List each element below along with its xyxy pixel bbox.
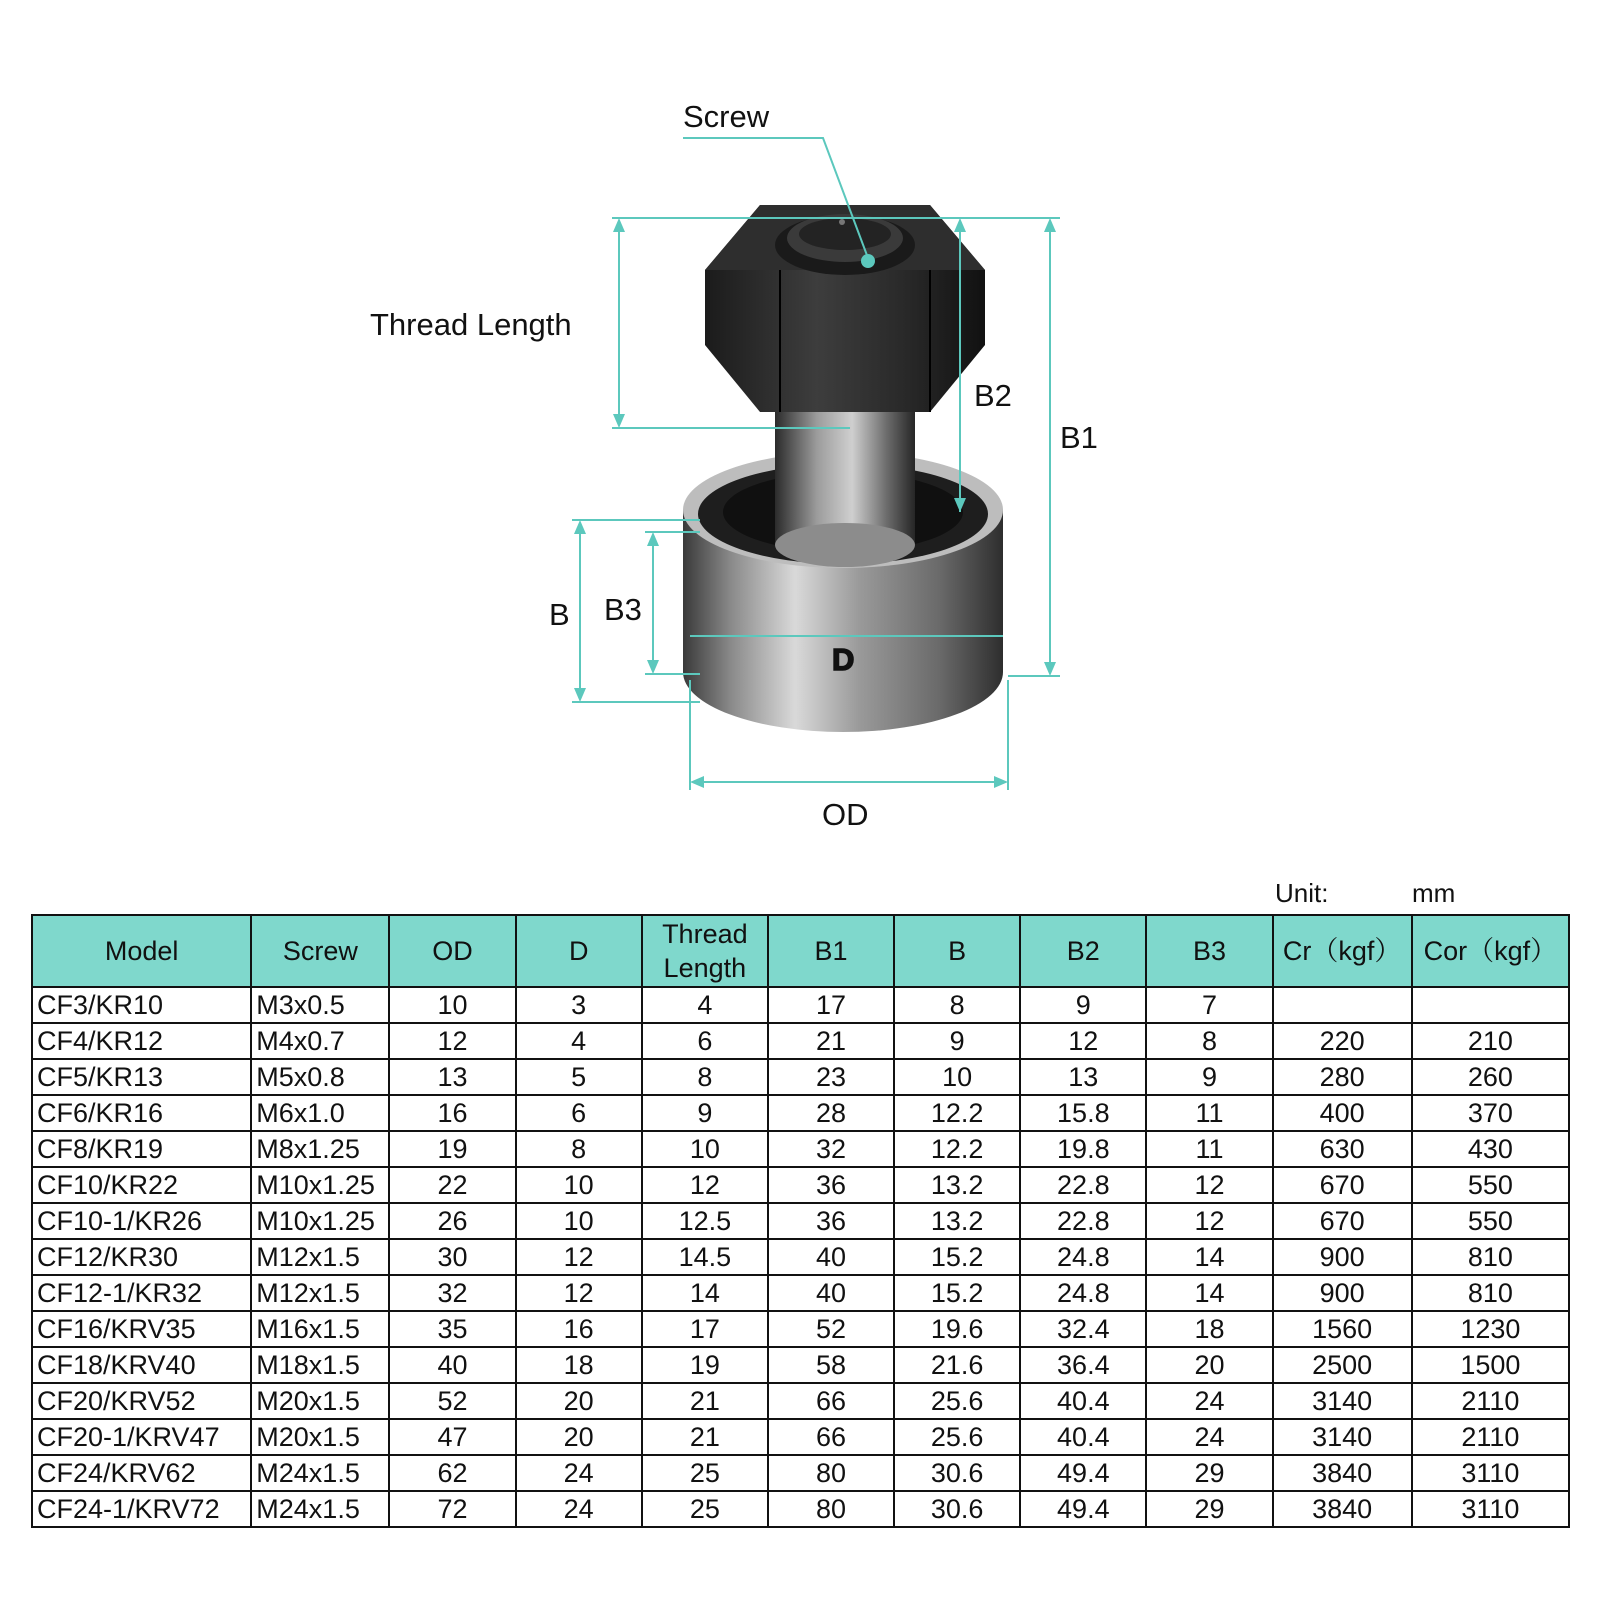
- table-cell: 24: [1146, 1419, 1272, 1455]
- table-row: [32, 1023, 1569, 1059]
- unit-label: Unit:: [1275, 878, 1329, 908]
- table-cell: CF18/KRV40: [32, 1347, 251, 1383]
- table-cell: 9: [1020, 987, 1146, 1023]
- table-cell: 550: [1412, 1167, 1569, 1203]
- table-cell: 36: [768, 1203, 894, 1239]
- table-cell: 13: [389, 1059, 515, 1095]
- table-row: [32, 1383, 1569, 1419]
- table-cell: 49.4: [1020, 1455, 1146, 1491]
- table-cell: 28: [768, 1095, 894, 1131]
- table-cell: 10: [894, 1059, 1020, 1095]
- table-cell: 260: [1412, 1059, 1569, 1095]
- table-cell: M4x0.7: [251, 1023, 389, 1059]
- table-cell: 8: [642, 1059, 768, 1095]
- table-cell: 66: [768, 1419, 894, 1455]
- column-header: Cor（kgf）: [1412, 915, 1569, 987]
- table-cell: 40.4: [1020, 1383, 1146, 1419]
- table-cell: 210: [1412, 1023, 1569, 1059]
- table-cell: 47: [389, 1419, 515, 1455]
- table-cell: 8: [516, 1131, 642, 1167]
- table-cell: 400: [1273, 1095, 1412, 1131]
- table-cell: 35: [389, 1311, 515, 1347]
- label-b2: B2: [974, 378, 1012, 413]
- table-cell: 3140: [1273, 1383, 1412, 1419]
- table-cell: 20: [516, 1419, 642, 1455]
- table-cell: 23: [768, 1059, 894, 1095]
- table-cell: 3840: [1273, 1491, 1412, 1527]
- column-header: OD: [389, 915, 515, 987]
- table-cell: 40: [389, 1347, 515, 1383]
- table-cell: 3110: [1412, 1455, 1569, 1491]
- table-cell: 12: [1146, 1203, 1272, 1239]
- table-cell: 52: [389, 1383, 515, 1419]
- table-cell: 12.5: [642, 1203, 768, 1239]
- table-cell: 25.6: [894, 1419, 1020, 1455]
- table-cell: 370: [1412, 1095, 1569, 1131]
- unit-row: [1275, 878, 1575, 912]
- table-cell: 3140: [1273, 1419, 1412, 1455]
- table-cell: 10: [389, 987, 515, 1023]
- stud-shaft: [775, 395, 915, 567]
- table-cell: 12: [516, 1275, 642, 1311]
- table-cell: 10: [642, 1131, 768, 1167]
- table-cell: 24: [516, 1455, 642, 1491]
- table-cell: 29: [1146, 1455, 1272, 1491]
- table-row: [32, 1311, 1569, 1347]
- column-header: B1: [768, 915, 894, 987]
- table-cell: 11: [1146, 1095, 1272, 1131]
- table-cell: M10x1.25: [251, 1203, 389, 1239]
- table-cell: CF10/KR22: [32, 1167, 251, 1203]
- table-row: [32, 1059, 1569, 1095]
- column-header: D: [516, 915, 642, 987]
- table-cell: 10: [516, 1203, 642, 1239]
- table-cell: 14.5: [642, 1239, 768, 1275]
- table-cell: 36.4: [1020, 1347, 1146, 1383]
- spec-table: [31, 914, 1570, 1528]
- unit-value: mm: [1412, 878, 1456, 908]
- table-cell: 17: [642, 1311, 768, 1347]
- table-cell: 12.2: [894, 1095, 1020, 1131]
- column-header: B: [894, 915, 1020, 987]
- table-cell: CF10-1/KR26: [32, 1203, 251, 1239]
- table-cell: 40: [768, 1275, 894, 1311]
- table-cell: 8: [894, 987, 1020, 1023]
- table-cell: 18: [1146, 1311, 1272, 1347]
- table-cell: 25: [642, 1455, 768, 1491]
- table-cell: M12x1.5: [251, 1239, 389, 1275]
- table-cell: 22.8: [1020, 1203, 1146, 1239]
- table-cell: 20: [1146, 1347, 1272, 1383]
- table-row: [32, 1131, 1569, 1167]
- table-cell: CF24/KRV62: [32, 1455, 251, 1491]
- label-b: B: [549, 597, 570, 632]
- table-cell: 22: [389, 1167, 515, 1203]
- table-cell: 630: [1273, 1131, 1412, 1167]
- hex-nut: [705, 205, 985, 412]
- table-cell: 9: [894, 1023, 1020, 1059]
- table-row: [32, 1239, 1569, 1275]
- table-cell: CF16/KRV35: [32, 1311, 251, 1347]
- table-cell: 1560: [1273, 1311, 1412, 1347]
- table-cell: 1230: [1412, 1311, 1569, 1347]
- table-row: [32, 987, 1569, 1023]
- table-cell: 550: [1412, 1203, 1569, 1239]
- table-cell: 2500: [1273, 1347, 1412, 1383]
- label-screw: Screw: [683, 99, 770, 134]
- table-cell: 12: [516, 1239, 642, 1275]
- table-cell: 21.6: [894, 1347, 1020, 1383]
- table-cell: 52: [768, 1311, 894, 1347]
- table-row: [32, 1167, 1569, 1203]
- table-cell: 21: [768, 1023, 894, 1059]
- table-row: [32, 1491, 1569, 1527]
- table-cell: 21: [642, 1383, 768, 1419]
- label-d: D: [832, 642, 855, 677]
- table-row: [32, 1455, 1569, 1491]
- table-cell: M8x1.25: [251, 1131, 389, 1167]
- table-cell: M20x1.5: [251, 1383, 389, 1419]
- table-cell: 80: [768, 1455, 894, 1491]
- table-cell: 58: [768, 1347, 894, 1383]
- table-cell: 49.4: [1020, 1491, 1146, 1527]
- table-cell: 15.8: [1020, 1095, 1146, 1131]
- table-cell: 17: [768, 987, 894, 1023]
- table-cell: 80: [768, 1491, 894, 1527]
- column-header: Cr（kgf）: [1273, 915, 1412, 987]
- column-header: Screw: [251, 915, 389, 987]
- table-cell: 24.8: [1020, 1239, 1146, 1275]
- table-cell: 16: [516, 1311, 642, 1347]
- table-cell: 3: [516, 987, 642, 1023]
- table-cell: 25.6: [894, 1383, 1020, 1419]
- table-cell: 40: [768, 1239, 894, 1275]
- table-cell: 12: [642, 1167, 768, 1203]
- table-cell: CF6/KR16: [32, 1095, 251, 1131]
- table-cell: 24.8: [1020, 1275, 1146, 1311]
- label-thread-length: Thread Length: [370, 307, 572, 342]
- table-cell: M16x1.5: [251, 1311, 389, 1347]
- column-header: B3: [1146, 915, 1272, 987]
- table-cell: M12x1.5: [251, 1275, 389, 1311]
- label-b1: B1: [1060, 420, 1098, 455]
- table-cell: 12.2: [894, 1131, 1020, 1167]
- table-cell: 15.2: [894, 1239, 1020, 1275]
- table-cell: 10: [516, 1167, 642, 1203]
- table-cell: 19.8: [1020, 1131, 1146, 1167]
- table-cell: 12: [1146, 1167, 1272, 1203]
- table-cell: 2110: [1412, 1383, 1569, 1419]
- table-cell: 25: [642, 1491, 768, 1527]
- table-cell: 36: [768, 1167, 894, 1203]
- table-cell: 9: [1146, 1059, 1272, 1095]
- table-cell: 62: [389, 1455, 515, 1491]
- table-cell: 66: [768, 1383, 894, 1419]
- table-cell: 13: [1020, 1059, 1146, 1095]
- table-cell: 3110: [1412, 1491, 1569, 1527]
- table-cell: M24x1.5: [251, 1455, 389, 1491]
- table-cell: 13.2: [894, 1203, 1020, 1239]
- table-cell: 14: [1146, 1275, 1272, 1311]
- table-row: [32, 1095, 1569, 1131]
- table-cell: 19: [389, 1131, 515, 1167]
- column-header: Model: [32, 915, 251, 987]
- table-cell: 15.2: [894, 1275, 1020, 1311]
- table-cell: CF8/KR19: [32, 1131, 251, 1167]
- table-cell: 5: [516, 1059, 642, 1095]
- table-cell: 19.6: [894, 1311, 1020, 1347]
- table-cell: 13.2: [894, 1167, 1020, 1203]
- table-cell: 6: [516, 1095, 642, 1131]
- table-cell: 900: [1273, 1275, 1412, 1311]
- table-cell: CF12/KR30: [32, 1239, 251, 1275]
- table-cell: 30.6: [894, 1491, 1020, 1527]
- column-header: B2: [1020, 915, 1146, 987]
- table-cell: 810: [1412, 1275, 1569, 1311]
- table-cell: M3x0.5: [251, 987, 389, 1023]
- table-cell: 20: [516, 1383, 642, 1419]
- table-row: [32, 1419, 1569, 1455]
- table-cell: M10x1.25: [251, 1167, 389, 1203]
- table-cell: M18x1.5: [251, 1347, 389, 1383]
- table-cell: 22.8: [1020, 1167, 1146, 1203]
- table-cell: CF12-1/KR32: [32, 1275, 251, 1311]
- table-cell: 810: [1412, 1239, 1569, 1275]
- table-cell: 12: [1020, 1023, 1146, 1059]
- table-cell: 30: [389, 1239, 515, 1275]
- table-cell: 2110: [1412, 1419, 1569, 1455]
- table-cell: 30.6: [894, 1455, 1020, 1491]
- table-cell: 11: [1146, 1131, 1272, 1167]
- table-cell: 19: [642, 1347, 768, 1383]
- table-cell: CF20-1/KRV47: [32, 1419, 251, 1455]
- table-cell: 12: [389, 1023, 515, 1059]
- table-cell: 670: [1273, 1167, 1412, 1203]
- table-cell: 24: [1146, 1383, 1272, 1419]
- table-cell: 26: [389, 1203, 515, 1239]
- table-cell: [1412, 987, 1569, 1023]
- table-row: [32, 1347, 1569, 1383]
- table-cell: 32.4: [1020, 1311, 1146, 1347]
- label-b3: B3: [604, 592, 642, 627]
- table-cell: 900: [1273, 1239, 1412, 1275]
- table-cell: CF5/KR13: [32, 1059, 251, 1095]
- table-cell: 40.4: [1020, 1419, 1146, 1455]
- table-cell: 16: [389, 1095, 515, 1131]
- table-cell: 32: [768, 1131, 894, 1167]
- table-cell: 280: [1273, 1059, 1412, 1095]
- table-cell: 21: [642, 1419, 768, 1455]
- label-od: OD: [822, 797, 869, 832]
- table-cell: 670: [1273, 1203, 1412, 1239]
- table-row: [32, 1275, 1569, 1311]
- table-cell: 72: [389, 1491, 515, 1527]
- table-row: [32, 1203, 1569, 1239]
- column-header: Thread Length: [642, 915, 768, 987]
- table-cell: CF20/KRV52: [32, 1383, 251, 1419]
- table-cell: 24: [516, 1491, 642, 1527]
- table-cell: M24x1.5: [251, 1491, 389, 1527]
- table-cell: 14: [1146, 1239, 1272, 1275]
- table-cell: 220: [1273, 1023, 1412, 1059]
- table-cell: 32: [389, 1275, 515, 1311]
- table-cell: 18: [516, 1347, 642, 1383]
- table-cell: [1273, 987, 1412, 1023]
- table-cell: M20x1.5: [251, 1419, 389, 1455]
- table-cell: CF3/KR10: [32, 987, 251, 1023]
- table-body: [32, 987, 1569, 1527]
- header-row: [32, 915, 1569, 987]
- table-cell: 29: [1146, 1491, 1272, 1527]
- table-cell: 14: [642, 1275, 768, 1311]
- table-cell: M6x1.0: [251, 1095, 389, 1131]
- table-cell: CF4/KR12: [32, 1023, 251, 1059]
- table-cell: 6: [642, 1023, 768, 1059]
- table-cell: 8: [1146, 1023, 1272, 1059]
- table-cell: 3840: [1273, 1455, 1412, 1491]
- table-cell: 430: [1412, 1131, 1569, 1167]
- table-cell: 1500: [1412, 1347, 1569, 1383]
- table-cell: 4: [516, 1023, 642, 1059]
- table-cell: 7: [1146, 987, 1272, 1023]
- table-cell: 9: [642, 1095, 768, 1131]
- table-cell: CF24-1/KRV72: [32, 1491, 251, 1527]
- table-cell: M5x0.8: [251, 1059, 389, 1095]
- table-cell: 4: [642, 987, 768, 1023]
